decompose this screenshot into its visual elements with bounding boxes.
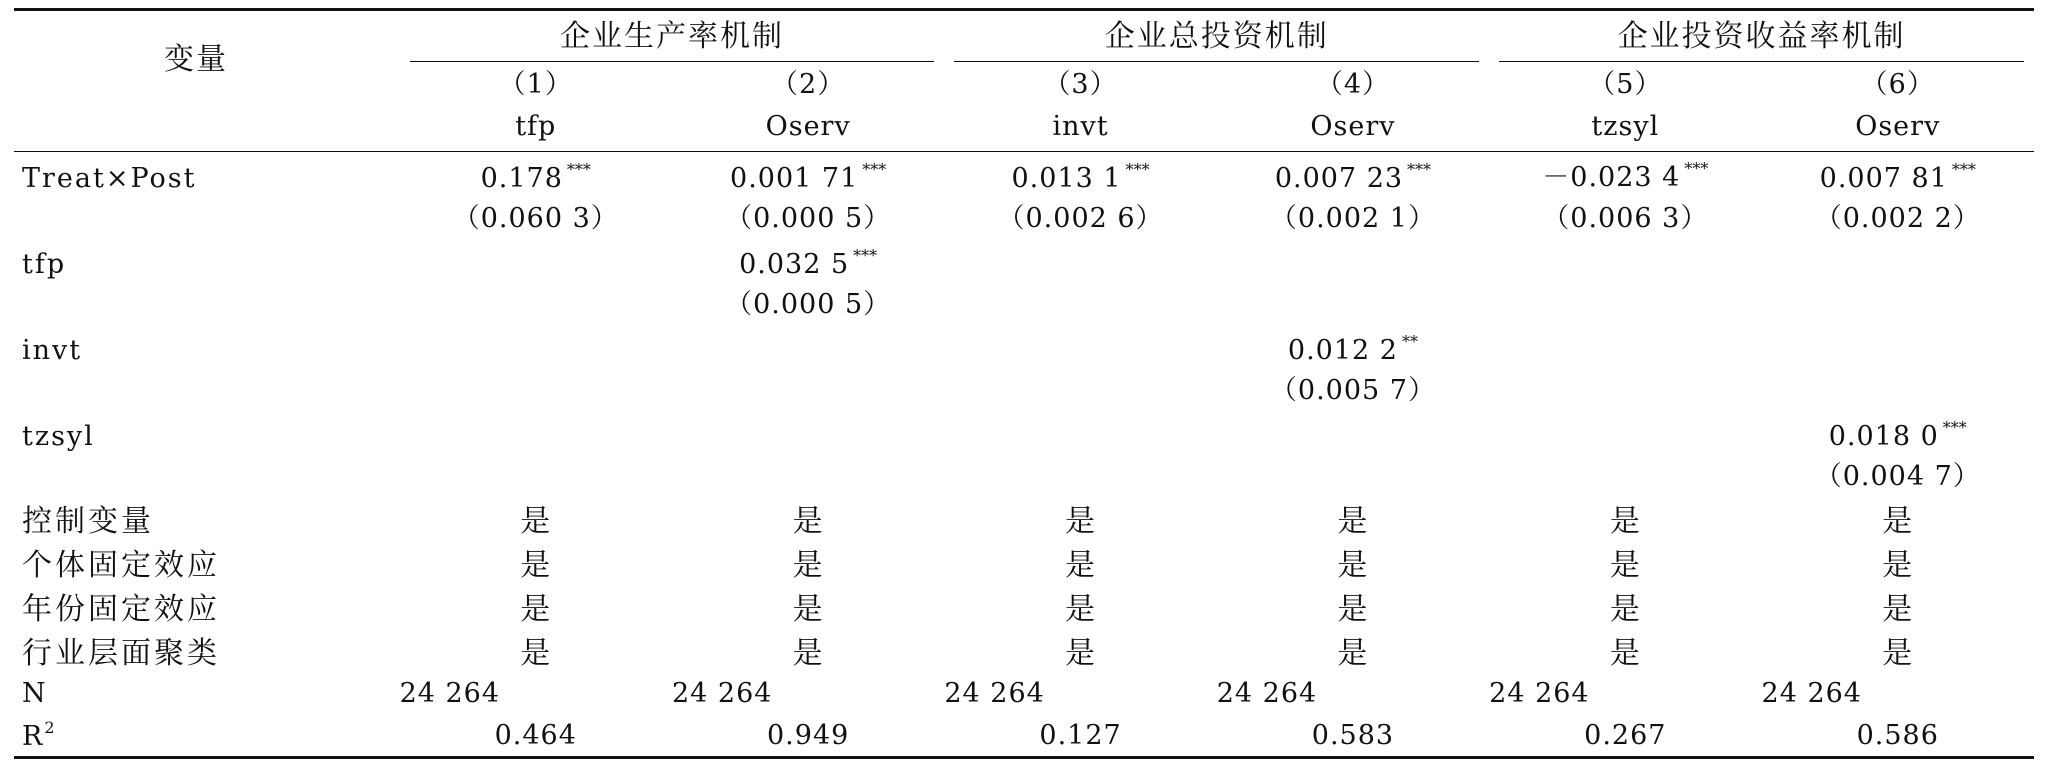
yes-cell: 是 — [1337, 504, 1369, 539]
yes-cell: 是 — [1882, 548, 1914, 583]
n-cell: 24 264 — [1761, 677, 1862, 709]
r2-cell: 0.464 — [400, 714, 672, 758]
yes-cell: 是 — [792, 636, 824, 671]
significance-stars: ** — [1401, 332, 1418, 351]
dependent-variable: invt — [944, 101, 1216, 152]
column-number: （2） — [771, 69, 846, 100]
n-cell: 24 264 — [1216, 677, 1318, 709]
n-cell: 24 264 — [1489, 677, 1590, 709]
column-number: （3） — [1043, 69, 1118, 100]
yes-cell: 是 — [1882, 504, 1914, 539]
yes-cell: 是 — [1609, 504, 1641, 539]
yes-cell: 是 — [1609, 548, 1641, 583]
yes-cell: 是 — [520, 592, 552, 627]
se-cell: （0.000 5） — [725, 289, 892, 320]
regression-table-container — [14, 8, 2034, 759]
control-row — [14, 496, 2034, 540]
r2-cell: 0.583 — [1217, 714, 1489, 758]
n-row — [14, 672, 2034, 714]
coef-cell: 0.001 71 *** — [730, 160, 887, 194]
dependent-variable: Oserv — [672, 101, 944, 152]
row-label-firm-fe: 个体固定效应 — [22, 548, 220, 583]
coef-cell: 0.032 5 *** — [739, 246, 878, 280]
significance-stars: *** — [1951, 160, 1976, 179]
significance-stars: *** — [862, 160, 887, 179]
dependent-variable: tzsyl — [1489, 101, 1761, 152]
dependent-variable: Oserv — [1217, 101, 1489, 152]
yes-cell: 是 — [1065, 504, 1097, 539]
r2-cell: 0.127 — [944, 714, 1216, 758]
row-label-r-squared: $R^2$ — [14, 714, 400, 758]
yes-cell: 是 — [520, 548, 552, 583]
r-squared-row — [14, 714, 2034, 758]
dependent-variable-row — [14, 101, 2034, 152]
yes-cell: 是 — [1337, 548, 1369, 583]
dependent-variable: tfp — [400, 101, 672, 152]
r2-cell: 0.267 — [1489, 714, 1761, 758]
yes-cell: 是 — [1337, 592, 1369, 627]
regression-table — [14, 8, 2034, 759]
control-row — [14, 584, 2034, 628]
row-label-controls: 控制变量 — [22, 504, 154, 539]
tfp-coef-row — [14, 238, 2034, 280]
invt-se-row — [14, 366, 2034, 410]
r2-cell: 0.586 — [1762, 714, 2034, 758]
significance-stars: *** — [1942, 418, 1967, 437]
yes-cell: 是 — [1882, 636, 1914, 671]
yes-cell: 是 — [1609, 636, 1641, 671]
yes-cell: 是 — [1065, 592, 1097, 627]
se-cell: （0.006 3） — [1542, 203, 1709, 234]
column-number: （5） — [1588, 69, 1663, 100]
r2-cell: 0.949 — [672, 714, 944, 758]
yes-cell: 是 — [1882, 592, 1914, 627]
column-number: （4） — [1315, 69, 1391, 100]
row-label-invt: invt — [22, 335, 83, 366]
group-header-investment: 企业总投资机制 — [944, 10, 1489, 63]
se-cell: （0.060 3） — [452, 203, 619, 234]
yes-cell: 是 — [520, 636, 552, 671]
yes-cell: 是 — [792, 592, 824, 627]
significance-stars: *** — [1407, 160, 1432, 179]
yes-cell: 是 — [520, 504, 552, 539]
group-header-row — [14, 10, 2034, 63]
tfp-se-row — [14, 280, 2034, 324]
control-row — [14, 540, 2034, 584]
yes-cell: 是 — [1609, 592, 1641, 627]
column-number: （6） — [1860, 69, 1935, 100]
dependent-variable: Oserv — [1762, 101, 2034, 152]
group-header-productivity: 企业生产率机制 — [400, 10, 945, 63]
yes-cell: 是 — [1065, 636, 1097, 671]
yes-cell: 是 — [1337, 636, 1369, 671]
row-label-industry-cluster: 行业层面聚类 — [22, 636, 220, 671]
se-cell: （0.005 7） — [1269, 375, 1436, 406]
n-cell: 24 264 — [671, 677, 773, 709]
significance-stars: *** — [1684, 159, 1709, 178]
yes-cell: 是 — [1065, 548, 1097, 583]
se-cell: （0.004 7） — [1814, 461, 1981, 492]
row-label-n: N — [22, 677, 48, 709]
row-label-year-fe: 年份固定效应 — [22, 592, 220, 627]
coef-cell: 0.013 1 *** — [1011, 160, 1150, 194]
row-label-tfp: tfp — [22, 249, 67, 280]
coef-cell: 0.007 23 *** — [1274, 160, 1432, 194]
coef-cell: －0.023 4 *** — [1542, 159, 1709, 193]
significance-stars: *** — [853, 246, 878, 265]
treat-post-se-row — [14, 194, 2034, 238]
control-row — [14, 628, 2034, 672]
variable-header: 变量 — [14, 10, 400, 102]
coef-cell: 0.018 0 *** — [1828, 418, 1967, 452]
tzsyl-se-row — [14, 452, 2034, 496]
column-number: （1） — [498, 69, 573, 100]
se-cell: （0.002 1） — [1269, 203, 1436, 234]
coef-cell: 0.178 *** — [480, 160, 591, 194]
se-cell: （0.002 2） — [1814, 203, 1981, 234]
coef-cell: 0.012 2 ** — [1287, 332, 1418, 366]
n-cell: 24 264 — [944, 677, 1045, 709]
invt-coef-row — [14, 324, 2034, 366]
se-cell: （0.000 5） — [725, 203, 892, 234]
yes-cell: 是 — [792, 504, 824, 539]
row-label-tzsyl: tzsyl — [22, 421, 95, 452]
coef-cell: 0.007 81 *** — [1819, 160, 1976, 194]
significance-stars: *** — [566, 160, 591, 179]
se-cell: （0.002 6） — [997, 203, 1164, 234]
tzsyl-coef-row — [14, 410, 2034, 452]
n-cell: 24 264 — [399, 677, 501, 709]
group-header-return: 企业投资收益率机制 — [1489, 10, 2034, 63]
yes-cell: 是 — [792, 548, 824, 583]
row-label-treat-post: Treat×Post — [22, 163, 197, 194]
significance-stars: *** — [1125, 160, 1150, 179]
treat-post-coef-row — [14, 152, 2034, 195]
